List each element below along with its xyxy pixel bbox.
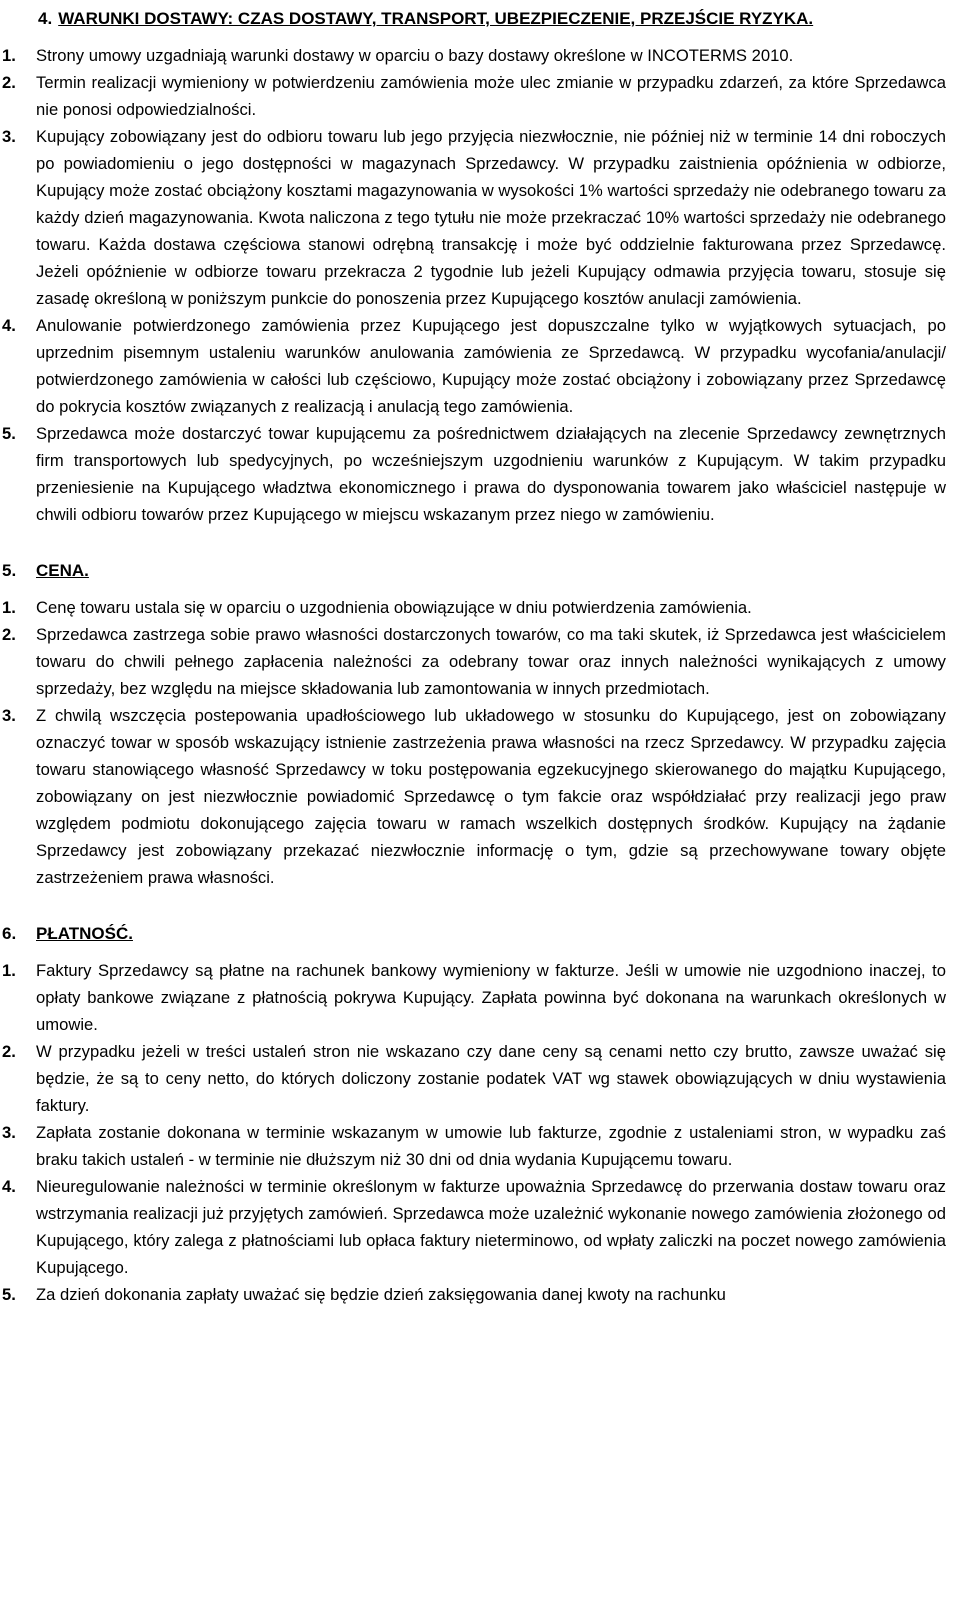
clause-text: Nieuregulowanie należności w terminie określonym w fakturze upoważnia Sprzedawcę do przerwania dostaw towaru oraz wstrzymania realizacji już przyjętych zamówień. Sprzedawca może uzależnić wykonanie nowego zamówienia złożonego od Kupującego, który zalega z płatnościami lub opłaca faktury nieterminowo, od wpłaty zaliczki na poczet nowego zamówienia Kupującego. xyxy=(36,1177,946,1277)
delivery-clauses xyxy=(2,42,946,528)
clause-item xyxy=(2,420,946,528)
clause-item xyxy=(2,1038,946,1119)
section-title: WARUNKI DOSTAWY: CZAS DOSTAWY, TRANSPORT, UBEZPIECZENIE, PRZEJŚCIE RYZYKA. xyxy=(58,9,814,28)
clause-number: 2. xyxy=(2,73,16,92)
clause-number: 1. xyxy=(2,46,16,65)
clause-number: 3. xyxy=(2,706,16,725)
clause-text: Strony umowy uzgadniają warunki dostawy w oparciu o bazy dostawy określone w INCOTERMS 2010. xyxy=(36,46,794,65)
clause-item xyxy=(2,702,946,891)
clause-number: 1. xyxy=(2,961,16,980)
price-clauses xyxy=(2,594,946,891)
clause-text: Sprzedawca zastrzega sobie prawo własności dostarczonych towarów, co ma taki skutek, iż Sprzedawca jest właścicielem towaru do chwili pełnego zapłacenia należności za odebrany towar oraz innych należności wynikających z umowy sprzedaży, bez względu na miejsce składowania lub zamontowania w innych przedmiotach. xyxy=(36,625,946,698)
clause-text: W przypadku jeżeli w treści ustaleń stron nie wskazano czy dane ceny są cenami netto czy brutto, zawsze uważać się będzie, że są to ceny netto, do których doliczony zostanie podatek VAT wg stawek obowiązujących w dniu wystawienia faktury. xyxy=(36,1042,946,1115)
clause-item xyxy=(2,312,946,420)
clause-number: 2. xyxy=(2,625,16,644)
payment-clauses xyxy=(2,957,946,1308)
section-heading-delivery xyxy=(36,6,946,32)
clause-number: 3. xyxy=(2,127,16,146)
clause-item xyxy=(2,1281,946,1308)
clause-item xyxy=(2,123,946,312)
clause-text: Kupujący zobowiązany jest do odbioru towaru lub jego przyjęcia niezwłocznie, nie później niż w terminie 14 dni roboczych po powiadomieniu o jego dostępności w magazynach Sprzedawcy. W przypadku zaistnienia opóźnienia w odbiorze, Kupujący może zostać obciążony kosztami magazynowania w wysokości 1% wartości sprzedaży nie odebranego towaru za każdy dzień magazynowania. Kwota naliczona z tego tytułu nie może przekraczać 10% wartości sprzedaży nie odebranego towaru. Każda dostawa częściowa stanowi odrębną transakcję i może być oddzielnie fakturowana przez Sprzedawcę. Jeżeli opóźnienie w odbiorze towaru przekracza 2 tygodnie lub jeżeli Kupujący odmawia przyjęcia towaru, stosuje się zasadę określoną w poniższym punkcie do ponoszenia przez Kupującego kosztów anulacji zamówienia. xyxy=(36,127,946,308)
clause-item xyxy=(2,69,946,123)
clause-number: 4. xyxy=(2,316,16,335)
clause-item xyxy=(2,594,946,621)
clause-text: Faktury Sprzedawcy są płatne na rachunek bankowy wymieniony w fakturze. Jeśli w umowie nie uzgodniono inaczej, to opłaty bankowe związane z płatnością pokrywa Kupujący. Zapłata powinna być dokonana na warunkach określonych w umowie. xyxy=(36,961,946,1034)
clause-item xyxy=(2,1119,946,1173)
clause-item xyxy=(2,621,946,702)
clause-text: Termin realizacji wymieniony w potwierdzeniu zamówienia może ulec zmianie w przypadku zdarzeń, za które Sprzedawca nie ponosi odpowiedzialności. xyxy=(36,73,946,119)
clause-text: Cenę towaru ustala się w oparciu o uzgodnienia obowiązujące w dniu potwierdzenia zamówienia. xyxy=(36,598,752,617)
clause-text: Z chwilą wszczęcia postepowania upadłościowego lub układowego w stosunku do Kupującego, jest on zobowiązany oznaczyć towar w sposób wskazujący istnienie zastrzeżenia prawa własności na rzecz Sprzedawcy. W przypadku zajęcia towaru stanowiącego własność Sprzedawcy w toku postępowania egzekucyjnego skierowanego do majątku Kupującego, zobowiązany on jest niezwłocznie powiadomić Sprzedawcę o tym fakcie oraz współdziałać przy realizacji jego praw względem podmiotu dokonującego zajęcia towaru w ramach wszelkich dostępnych środków. Kupujący na żądanie Sprzedawcy jest zobowiązany przekazać niezwłocznie informację o tym, gdzie są przechowywane towary objęte zastrzeżeniem prawa własności. xyxy=(36,706,946,887)
clause-text: Sprzedawca może dostarczyć towar kupującemu za pośrednictwem działających na zlecenie Sprzedawcy zewnętrznych firm transportowych lub spedycyjnych, po wcześniejszym uzgodnieniu warunków z Kupującym. W takim przypadku przeniesienie na Kupującego władztwa ekonomicznego i prawa do dysponowania towarem jako właściciel następuje w chwili odbioru towarów przez Kupującego w miejscu wskazanym przez niego w zamówieniu. xyxy=(36,424,946,524)
clause-text: Zapłata zostanie dokonana w terminie wskazanym w umowie lub fakturze, zgodnie z ustaleniami stron, w wypadku zaś braku takich ustaleń - w terminie nie dłuższym niż 30 dni od dnia wydania Kupującemu towaru. xyxy=(36,1123,946,1169)
clause-item xyxy=(2,957,946,1038)
clause-item xyxy=(2,1173,946,1281)
clause-text: Za dzień dokonania zapłaty uważać się będzie dzień zaksięgowania danej kwoty na rachunku xyxy=(36,1285,726,1304)
section-number: 5. xyxy=(2,561,17,580)
section-heading-price xyxy=(2,558,946,584)
clause-number: 5. xyxy=(2,424,16,443)
section-number: 4. xyxy=(38,9,53,28)
clause-number: 4. xyxy=(2,1177,16,1196)
clause-number: 2. xyxy=(2,1042,16,1061)
section-number: 6. xyxy=(2,924,17,943)
section-title: CENA. xyxy=(36,561,89,580)
clause-number: 5. xyxy=(2,1285,16,1304)
section-title: PŁATNOŚĆ. xyxy=(36,924,133,943)
clause-number: 1. xyxy=(2,598,16,617)
section-heading-payment xyxy=(2,921,946,947)
clause-number: 3. xyxy=(2,1123,16,1142)
clause-text: Anulowanie potwierdzonego zamówienia przez Kupującego jest dopuszczalne tylko w wyjątkowych sytuacjach, po uprzednim pisemnym ustaleniu warunków anulowania zamówienia ze Sprzedawcą. W przypadku wycofania/anulacji/ potwierdzonego zamówienia w całości lub częściowo, Kupujący może zostać obciążony i zobowiązany przez Sprzedawcę do pokrycia kosztów związanych z realizacją i anulacją tego zamówienia. xyxy=(36,316,946,416)
clause-item xyxy=(2,42,946,69)
